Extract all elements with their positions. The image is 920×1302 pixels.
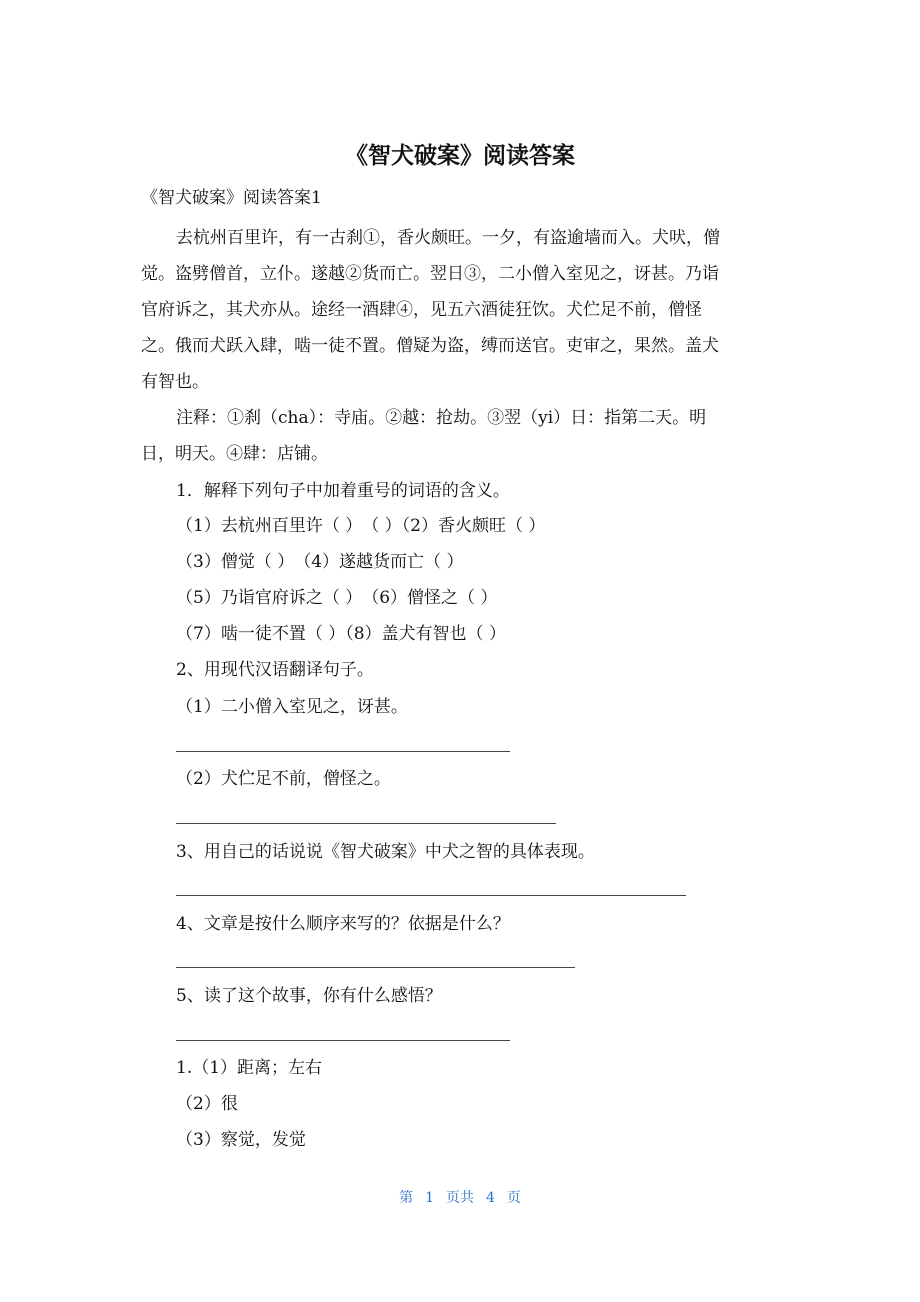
- subtitle: 《智犬破案》阅读答案1: [141, 188, 322, 208]
- question-5-title: 5、读了这个故事，你有什么感悟？: [176, 986, 442, 1006]
- notes-line: 注释：①刹（cha）：寺庙。②越：抢劫。③翌（yi）日：指第二天。明: [176, 408, 707, 428]
- question-4-title: 4、文章是按什么顺序来写的？依据是什么？: [176, 914, 510, 934]
- answer-text: 1.（1）距离；左右: [176, 1058, 323, 1078]
- footer-label-pages: 页: [506, 1190, 521, 1206]
- page-footer: [0, 1186, 920, 1210]
- answer-text: （3）察觉，发觉: [176, 1130, 306, 1150]
- story-line: 有智也。: [141, 372, 209, 392]
- question-1-item: （1）去杭州百里许（ ） （ ）（2）香火颇旺（ ）: [176, 516, 546, 536]
- footer-label-page: 第: [399, 1190, 414, 1206]
- story-line: 之。俄而犬跃入肆，啮一徒不置。僧疑为盗，缚而送官。吏审之，果然。盖犬: [141, 336, 719, 356]
- question-1-item: （5）乃诣官府诉之（ ） （6）僧怪之（ ）: [176, 588, 498, 608]
- question-1-item: （7）啮一徒不置（ ）（8）盖犬有智也（ ）: [176, 624, 506, 644]
- answer-line: [176, 823, 556, 824]
- story-line: 觉。盗劈僧首，立仆。遂越②货而亡。翌日③，二小僧入室见之，讶甚。乃诣: [141, 264, 719, 284]
- question-1-title: 1．解释下列句子中加着重号的词语的含义。: [176, 481, 510, 501]
- footer-current-page: 1: [425, 1190, 434, 1206]
- answer-line: [176, 967, 575, 968]
- answer-line: [176, 1040, 510, 1041]
- answer-line: [176, 751, 510, 752]
- question-1-item: （3）僧觉（ ） （4）遂越货而亡（ ）: [176, 552, 464, 572]
- footer-label-of: 页共: [446, 1190, 474, 1206]
- footer-total-pages: 4: [486, 1190, 495, 1206]
- page-title: 《智犬破案》阅读答案: [345, 143, 575, 169]
- answer-line: [176, 895, 686, 896]
- question-2-item: （1）二小僧入室见之，讶甚。: [176, 697, 408, 717]
- notes-line: 日，明天。④肆：店铺。: [141, 444, 328, 464]
- question-2-item: （2）犬伫足不前，僧怪之。: [176, 769, 391, 789]
- story-line: 官府诉之，其犬亦从。途经一酒肆④，见五六酒徒狂饮。犬伫足不前，僧怪: [141, 300, 702, 320]
- question-3-title: 3、用自己的话说说《智犬破案》中犬之智的具体表现。: [176, 842, 595, 862]
- story-line: 去杭州百里许，有一古刹①，香火颇旺。一夕，有盗逾墙而入。犬吠，僧: [176, 228, 720, 248]
- question-2-title: 2、用现代汉语翻译句子。: [176, 660, 374, 680]
- answer-text: （2）很: [176, 1094, 238, 1114]
